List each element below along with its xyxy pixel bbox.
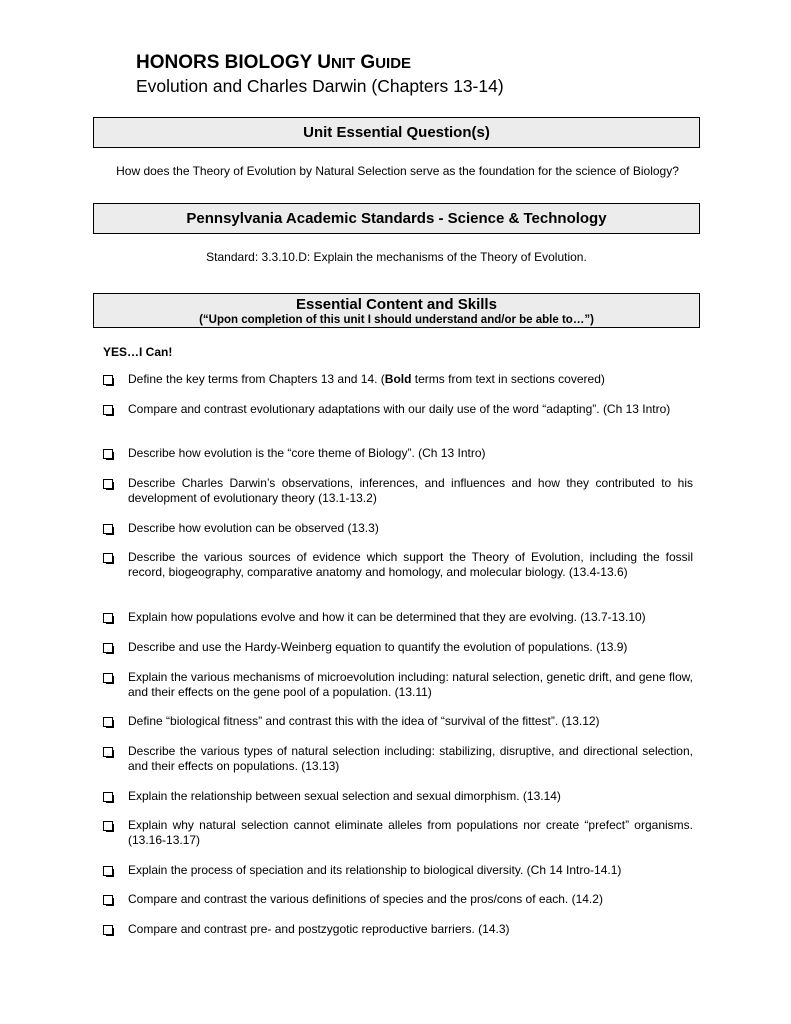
- checklist-item-text: Compare and contrast the various definitions of species and the pros/cons of each. (14.2): [128, 892, 603, 906]
- yes-i-can-label: YES…I Can!: [103, 345, 173, 359]
- standards-header: [93, 203, 700, 234]
- checklist-item-text: Explain the various mechanisms of microevolution including: natural selection, genetic drift, and gene flow, and their effects on the gene pool of a population. (13.11): [128, 670, 693, 699]
- essential-question-text: How does the Theory of Evolution by Natural Selection serve as the foundation for the science of Biology?: [116, 164, 679, 178]
- checklist-item: [103, 610, 693, 625]
- checkbox-icon: [103, 792, 113, 802]
- section-subheading: (“Upon completion of this unit I should understand and/or be able to…”): [199, 314, 594, 326]
- checklist-item-text: Explain how populations evolve and how it can be determined that they are evolving. (13.7-13.10): [128, 610, 646, 624]
- document-title: HONORS BIOLOGY UNIT GUIDE: [136, 52, 412, 73]
- checklist-item-text: Explain the relationship between sexual selection and sexual dimorphism. (13.14): [128, 789, 561, 803]
- checkbox-icon: [103, 553, 113, 563]
- checklist-item-text: Describe the various sources of evidence which support the Theory of Evolution, including the fossil record, biogeography, comparative anatomy and homology, and molecular biology. (13.4-13.6): [128, 550, 693, 579]
- checklist-item-text: Explain why natural selection cannot eliminate alleles from populations nor create “prefect” organisms. (13.16-13.17): [128, 818, 693, 847]
- checkbox-icon: [103, 613, 113, 623]
- checkbox-icon: [103, 405, 113, 415]
- section-heading: Essential Content and Skills: [296, 296, 497, 313]
- checkbox-icon: [103, 524, 113, 534]
- checklist-item-text: Define the key terms from Chapters 13 and 14. (Bold terms from text in sections covered): [128, 372, 605, 386]
- checkbox-icon: [103, 449, 113, 459]
- checklist-item: [103, 640, 693, 655]
- checkbox-icon: [103, 895, 113, 905]
- checklist-item-text: Describe how evolution can be observed (13.3): [128, 521, 379, 535]
- checklist-item-text: Explain the process of speciation and its relationship to biological diversity. (Ch 14 Intro-14.1): [128, 863, 622, 877]
- checklist-item-text: Compare and contrast pre- and postzygotic reproductive barriers. (14.3): [128, 922, 510, 936]
- checklist-item: [103, 521, 693, 536]
- section-heading: Unit Essential Question(s): [303, 124, 490, 141]
- checklist-item: [103, 550, 693, 580]
- checklist-item: [103, 446, 693, 461]
- checklist-item: [103, 818, 693, 848]
- checklist-item: [103, 789, 693, 804]
- section-heading: Pennsylvania Academic Standards - Science & Technology: [186, 210, 607, 227]
- checklist-item: [103, 744, 693, 774]
- checklist-item-text: Describe and use the Hardy-Weinberg equation to quantify the evolution of populations. (13.9): [128, 640, 628, 654]
- document-subtitle: Evolution and Charles Darwin (Chapters 13-14): [136, 76, 504, 96]
- checkbox-icon: [103, 747, 113, 757]
- checklist-item: [103, 372, 693, 387]
- checklist-item-text: Describe how evolution is the “core theme of Biology”. (Ch 13 Intro): [128, 446, 486, 460]
- checklist-item: [103, 402, 693, 417]
- content-skills-header: [93, 293, 700, 328]
- checkbox-icon: [103, 866, 113, 876]
- checklist-item: [103, 714, 693, 729]
- checkbox-icon: [103, 821, 113, 831]
- checkbox-icon: [103, 717, 113, 727]
- checklist-item: [103, 922, 693, 937]
- checklist-item-text: Describe Charles Darwin’s observations, inferences, and influences and how they contributed to his development of evolutionary theory (13.1-13.2): [128, 476, 693, 505]
- checklist-item: [103, 892, 693, 907]
- checkbox-icon: [103, 375, 113, 385]
- checklist-item: [103, 863, 693, 878]
- checkbox-icon: [103, 479, 113, 489]
- checklist-item-text: Define “biological fitness” and contrast this with the idea of “survival of the fittest”. (13.12): [128, 714, 600, 728]
- standards-text: Standard: 3.3.10.D: Explain the mechanisms of the Theory of Evolution.: [206, 250, 587, 264]
- checklist-item: [103, 670, 693, 700]
- essential-question-header: [93, 117, 700, 148]
- checkbox-icon: [103, 673, 113, 683]
- checkbox-icon: [103, 925, 113, 935]
- checklist-item-text: Describe the various types of natural selection including: stabilizing, disruptive, and directional selection, and their effects on populations. (13.13): [128, 744, 693, 773]
- checklist-item-text: Compare and contrast evolutionary adaptations with our daily use of the word “adapting”. (Ch 13 Intro): [128, 402, 671, 416]
- checkbox-icon: [103, 643, 113, 653]
- checklist-item: [103, 476, 693, 506]
